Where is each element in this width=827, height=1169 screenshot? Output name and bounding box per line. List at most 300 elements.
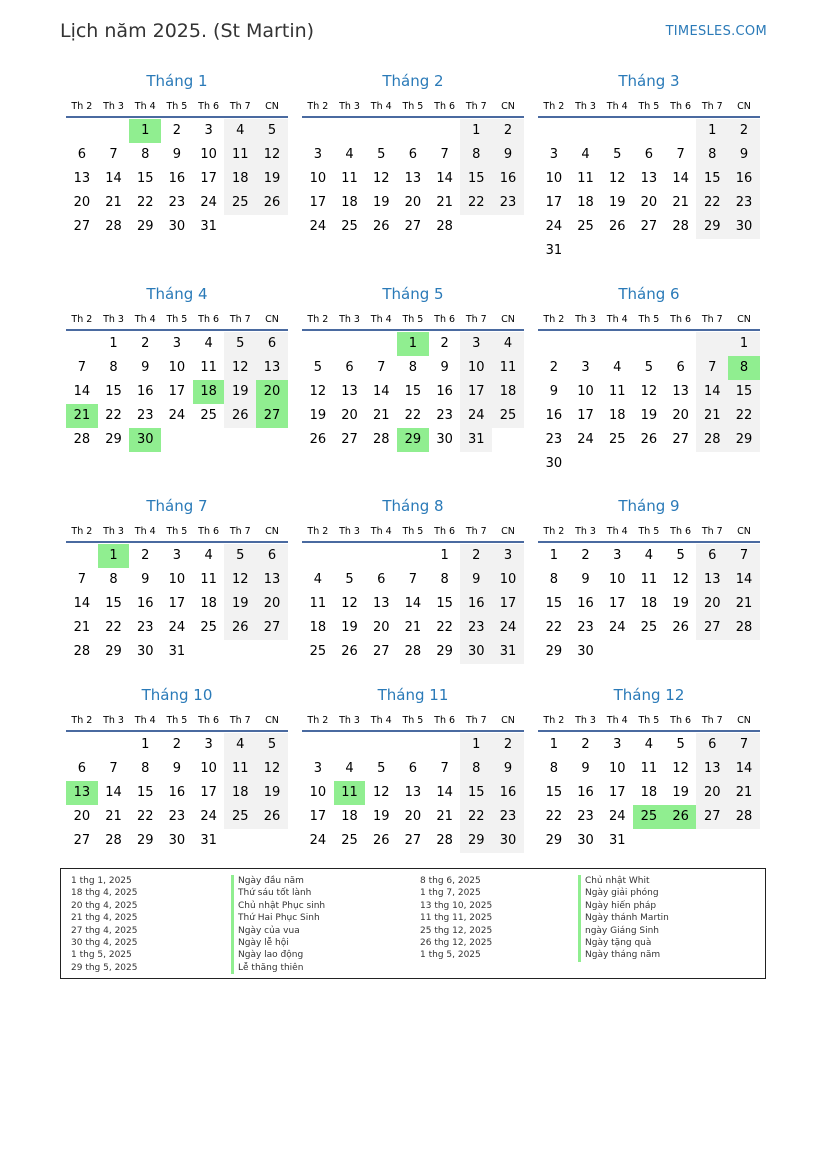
day-cell[interactable]: 11 bbox=[224, 757, 256, 781]
day-cell[interactable]: 27 bbox=[372, 644, 390, 659]
day-cell[interactable]: 2 bbox=[492, 733, 524, 757]
day-cell[interactable]: 31 bbox=[545, 243, 563, 258]
day-cell[interactable]: 16 bbox=[168, 171, 186, 186]
day-cell[interactable]: 1 bbox=[460, 733, 492, 757]
day-cell[interactable]: 25 bbox=[309, 644, 327, 659]
day-cell[interactable]: 24 bbox=[309, 833, 327, 848]
day-cell[interactable]: 5 bbox=[676, 737, 685, 752]
day-cell[interactable]: 10 bbox=[577, 384, 594, 399]
day-cell[interactable]: 25 bbox=[224, 805, 256, 829]
day-cell[interactable]: 3 bbox=[313, 761, 322, 776]
day-cell[interactable]: 27 bbox=[341, 432, 358, 447]
day-cell[interactable]: 7 bbox=[77, 572, 86, 587]
day-cell[interactable]: 25 bbox=[577, 219, 594, 234]
day-cell[interactable]: 11 bbox=[640, 572, 658, 587]
day-cell[interactable]: 24 bbox=[577, 432, 594, 447]
day-cell[interactable]: 15 bbox=[436, 596, 453, 611]
day-cell[interactable]: 5 bbox=[313, 360, 322, 375]
day-cell[interactable]: 30 bbox=[168, 219, 186, 234]
day-cell[interactable]: 14 bbox=[436, 785, 453, 800]
day-cell[interactable]: 22 bbox=[136, 195, 154, 210]
day-cell[interactable]: 22 bbox=[105, 408, 122, 423]
day-cell[interactable]: 23 bbox=[545, 432, 563, 447]
day-cell[interactable]: 6 bbox=[696, 733, 728, 757]
day-cell[interactable]: 11 bbox=[492, 356, 524, 380]
day-cell[interactable]: 13 bbox=[404, 171, 422, 186]
day-cell[interactable]: 1 bbox=[397, 332, 429, 356]
day-cell[interactable]: 6 bbox=[77, 761, 86, 776]
day-cell[interactable]: 8 bbox=[728, 356, 760, 380]
day-cell[interactable]: 12 bbox=[372, 785, 390, 800]
day-cell[interactable]: 29 bbox=[545, 833, 563, 848]
day-cell[interactable]: 19 bbox=[309, 408, 327, 423]
day-cell[interactable]: 21 bbox=[728, 592, 760, 616]
day-cell[interactable]: 25 bbox=[224, 191, 256, 215]
day-cell[interactable]: 23 bbox=[136, 408, 154, 423]
day-cell[interactable]: 26 bbox=[341, 644, 358, 659]
day-cell[interactable]: 25 bbox=[608, 432, 626, 447]
day-cell[interactable]: 19 bbox=[224, 380, 256, 404]
day-cell[interactable]: 4 bbox=[644, 737, 654, 752]
day-cell[interactable]: 12 bbox=[640, 384, 658, 399]
day-cell[interactable]: 14 bbox=[105, 171, 122, 186]
day-cell[interactable]: 4 bbox=[204, 336, 213, 351]
day-cell[interactable]: 6 bbox=[256, 332, 288, 356]
day-cell[interactable]: 17 bbox=[168, 596, 186, 611]
day-cell[interactable]: 1 bbox=[109, 336, 118, 351]
day-cell[interactable]: 8 bbox=[549, 761, 558, 776]
day-cell[interactable]: 6 bbox=[408, 147, 418, 162]
site-logo-text[interactable]: TIMESLES.COM bbox=[665, 24, 767, 39]
day-cell[interactable]: 13 bbox=[73, 171, 91, 186]
day-cell[interactable]: 29 bbox=[136, 219, 154, 234]
day-cell[interactable]: 4 bbox=[581, 147, 590, 162]
day-cell[interactable]: 21 bbox=[436, 809, 453, 824]
day-cell[interactable]: 8 bbox=[460, 757, 492, 781]
day-cell[interactable]: 11 bbox=[200, 360, 217, 375]
day-cell[interactable]: 28 bbox=[672, 219, 689, 234]
day-cell[interactable]: 16 bbox=[577, 785, 594, 800]
day-cell[interactable]: 9 bbox=[440, 360, 449, 375]
day-cell[interactable]: 28 bbox=[728, 805, 760, 829]
day-cell[interactable]: 15 bbox=[696, 167, 728, 191]
day-cell[interactable]: 16 bbox=[545, 408, 563, 423]
day-cell[interactable]: 20 bbox=[672, 408, 689, 423]
day-cell[interactable]: 26 bbox=[665, 805, 697, 829]
day-cell[interactable]: 12 bbox=[372, 171, 390, 186]
day-cell[interactable]: 17 bbox=[168, 384, 186, 399]
day-cell[interactable]: 21 bbox=[105, 809, 122, 824]
day-cell[interactable]: 30 bbox=[129, 428, 161, 452]
day-cell[interactable]: 26 bbox=[672, 620, 689, 635]
day-cell[interactable]: 21 bbox=[73, 620, 91, 635]
day-cell[interactable]: 24 bbox=[545, 219, 563, 234]
day-cell[interactable]: 24 bbox=[200, 809, 217, 824]
day-cell[interactable]: 30 bbox=[492, 829, 524, 853]
day-cell[interactable]: 20 bbox=[256, 592, 288, 616]
day-cell[interactable]: 28 bbox=[73, 432, 91, 447]
day-cell[interactable]: 26 bbox=[372, 219, 390, 234]
day-cell[interactable]: 10 bbox=[168, 572, 186, 587]
day-cell[interactable]: 19 bbox=[640, 408, 658, 423]
day-cell[interactable]: 18 bbox=[492, 380, 524, 404]
day-cell[interactable]: 27 bbox=[640, 219, 658, 234]
day-cell[interactable]: 6 bbox=[345, 360, 354, 375]
day-cell[interactable]: 18 bbox=[640, 785, 658, 800]
day-cell[interactable]: 3 bbox=[581, 360, 590, 375]
day-cell[interactable]: 4 bbox=[345, 147, 354, 162]
day-cell[interactable]: 27 bbox=[73, 219, 91, 234]
day-cell[interactable]: 22 bbox=[696, 191, 728, 215]
day-cell[interactable]: 13 bbox=[696, 757, 728, 781]
day-cell[interactable]: 31 bbox=[200, 219, 217, 234]
day-cell[interactable]: 21 bbox=[696, 404, 728, 428]
day-cell[interactable]: 15 bbox=[105, 596, 122, 611]
day-cell[interactable]: 10 bbox=[608, 761, 626, 776]
day-cell[interactable]: 2 bbox=[440, 336, 449, 351]
day-cell[interactable]: 8 bbox=[696, 143, 728, 167]
day-cell[interactable]: 15 bbox=[105, 384, 122, 399]
day-cell[interactable]: 13 bbox=[404, 785, 422, 800]
day-cell[interactable]: 27 bbox=[404, 833, 422, 848]
day-cell[interactable]: 30 bbox=[545, 456, 563, 471]
day-cell[interactable]: 6 bbox=[408, 761, 418, 776]
day-cell[interactable]: 28 bbox=[436, 833, 453, 848]
day-cell[interactable]: 28 bbox=[404, 644, 422, 659]
day-cell[interactable]: 9 bbox=[581, 572, 590, 587]
day-cell[interactable]: 27 bbox=[73, 833, 91, 848]
day-cell[interactable]: 30 bbox=[436, 432, 453, 447]
day-cell[interactable]: 4 bbox=[224, 119, 256, 143]
day-cell[interactable]: 15 bbox=[545, 596, 563, 611]
day-cell[interactable]: 31 bbox=[608, 833, 626, 848]
day-cell[interactable]: 6 bbox=[377, 572, 386, 587]
day-cell[interactable]: 7 bbox=[728, 544, 760, 568]
day-cell[interactable]: 8 bbox=[549, 572, 558, 587]
day-cell[interactable]: 16 bbox=[136, 384, 154, 399]
day-cell[interactable]: 16 bbox=[168, 785, 186, 800]
day-cell[interactable]: 20 bbox=[640, 195, 658, 210]
day-cell[interactable]: 17 bbox=[200, 785, 217, 800]
day-cell[interactable]: 23 bbox=[577, 620, 594, 635]
day-cell[interactable]: 23 bbox=[460, 616, 492, 640]
day-cell[interactable]: 17 bbox=[200, 171, 217, 186]
day-cell[interactable]: 24 bbox=[168, 408, 186, 423]
day-cell[interactable]: 5 bbox=[345, 572, 354, 587]
day-cell[interactable]: 1 bbox=[549, 737, 558, 752]
day-cell[interactable]: 22 bbox=[545, 620, 563, 635]
day-cell[interactable]: 27 bbox=[696, 805, 728, 829]
day-cell[interactable]: 11 bbox=[309, 596, 327, 611]
day-cell[interactable]: 10 bbox=[200, 761, 217, 776]
day-cell[interactable]: 22 bbox=[404, 408, 422, 423]
day-cell[interactable]: 14 bbox=[73, 384, 91, 399]
day-cell[interactable]: 1 bbox=[728, 332, 760, 356]
day-cell[interactable]: 21 bbox=[105, 195, 122, 210]
day-cell[interactable]: 28 bbox=[105, 833, 122, 848]
day-cell[interactable]: 4 bbox=[613, 360, 622, 375]
day-cell[interactable]: 11 bbox=[334, 781, 366, 805]
day-cell[interactable]: 13 bbox=[640, 171, 658, 186]
day-cell[interactable]: 14 bbox=[404, 596, 422, 611]
day-cell[interactable]: 17 bbox=[608, 596, 626, 611]
day-cell[interactable]: 16 bbox=[492, 781, 524, 805]
day-cell[interactable]: 13 bbox=[256, 568, 288, 592]
day-cell[interactable]: 12 bbox=[341, 596, 358, 611]
day-cell[interactable]: 5 bbox=[256, 119, 288, 143]
day-cell[interactable]: 28 bbox=[728, 616, 760, 640]
day-cell[interactable]: 9 bbox=[460, 568, 492, 592]
day-cell[interactable]: 17 bbox=[492, 592, 524, 616]
day-cell[interactable]: 31 bbox=[460, 428, 492, 452]
day-cell[interactable]: 13 bbox=[696, 568, 728, 592]
day-cell[interactable]: 31 bbox=[200, 833, 217, 848]
day-cell[interactable]: 11 bbox=[224, 143, 256, 167]
day-cell[interactable]: 20 bbox=[404, 195, 422, 210]
day-cell[interactable]: 24 bbox=[309, 219, 327, 234]
day-cell[interactable]: 28 bbox=[696, 428, 728, 452]
day-cell[interactable]: 21 bbox=[672, 195, 689, 210]
day-cell[interactable]: 2 bbox=[581, 737, 590, 752]
day-cell[interactable]: 1 bbox=[460, 119, 492, 143]
day-cell[interactable]: 2 bbox=[460, 544, 492, 568]
day-cell[interactable]: 28 bbox=[105, 219, 122, 234]
day-cell[interactable]: 12 bbox=[256, 757, 288, 781]
day-cell[interactable]: 22 bbox=[136, 809, 154, 824]
day-cell[interactable]: 14 bbox=[372, 384, 390, 399]
day-cell[interactable]: 17 bbox=[309, 809, 327, 824]
day-cell[interactable]: 4 bbox=[204, 548, 213, 563]
day-cell[interactable]: 30 bbox=[577, 833, 594, 848]
day-cell[interactable]: 17 bbox=[460, 380, 492, 404]
day-cell[interactable]: 7 bbox=[440, 147, 449, 162]
day-cell[interactable]: 30 bbox=[168, 833, 186, 848]
day-cell[interactable]: 11 bbox=[608, 384, 626, 399]
day-cell[interactable]: 19 bbox=[672, 596, 689, 611]
day-cell[interactable]: 18 bbox=[309, 620, 327, 635]
day-cell[interactable]: 18 bbox=[577, 195, 594, 210]
day-cell[interactable]: 1 bbox=[696, 119, 728, 143]
day-cell[interactable]: 3 bbox=[172, 336, 182, 351]
day-cell[interactable]: 14 bbox=[73, 596, 91, 611]
day-cell[interactable]: 2 bbox=[141, 548, 150, 563]
day-cell[interactable]: 20 bbox=[696, 781, 728, 805]
day-cell[interactable]: 24 bbox=[608, 809, 626, 824]
day-cell[interactable]: 15 bbox=[136, 171, 154, 186]
day-cell[interactable]: 4 bbox=[345, 761, 354, 776]
day-cell[interactable]: 30 bbox=[577, 644, 594, 659]
day-cell[interactable]: 18 bbox=[193, 380, 225, 404]
day-cell[interactable]: 22 bbox=[460, 805, 492, 829]
day-cell[interactable]: 7 bbox=[728, 733, 760, 757]
day-cell[interactable]: 12 bbox=[672, 572, 689, 587]
day-cell[interactable]: 22 bbox=[545, 809, 563, 824]
day-cell[interactable]: 9 bbox=[492, 143, 524, 167]
day-cell[interactable]: 6 bbox=[77, 147, 86, 162]
day-cell[interactable]: 25 bbox=[200, 408, 217, 423]
day-cell[interactable]: 8 bbox=[440, 572, 449, 587]
day-cell[interactable]: 11 bbox=[200, 572, 217, 587]
day-cell[interactable]: 24 bbox=[200, 195, 217, 210]
day-cell[interactable]: 8 bbox=[109, 572, 118, 587]
day-cell[interactable]: 3 bbox=[613, 548, 622, 563]
day-cell[interactable]: 5 bbox=[224, 332, 256, 356]
day-cell[interactable]: 2 bbox=[492, 119, 524, 143]
day-cell[interactable]: 2 bbox=[549, 360, 558, 375]
day-cell[interactable]: 20 bbox=[372, 620, 390, 635]
day-cell[interactable]: 12 bbox=[608, 171, 626, 186]
day-cell[interactable]: 10 bbox=[608, 572, 626, 587]
day-cell[interactable]: 20 bbox=[696, 592, 728, 616]
day-cell[interactable]: 28 bbox=[436, 219, 453, 234]
day-cell[interactable]: 8 bbox=[141, 147, 150, 162]
day-cell[interactable]: 2 bbox=[581, 548, 590, 563]
day-cell[interactable]: 10 bbox=[492, 568, 524, 592]
day-cell[interactable]: 26 bbox=[256, 191, 288, 215]
day-cell[interactable]: 3 bbox=[172, 548, 182, 563]
day-cell[interactable]: 18 bbox=[341, 809, 358, 824]
day-cell[interactable]: 21 bbox=[66, 404, 98, 428]
day-cell[interactable]: 3 bbox=[204, 123, 213, 138]
day-cell[interactable]: 16 bbox=[136, 596, 154, 611]
day-cell[interactable]: 5 bbox=[644, 360, 654, 375]
day-cell[interactable]: 30 bbox=[136, 644, 154, 659]
day-cell[interactable]: 7 bbox=[696, 356, 728, 380]
day-cell[interactable]: 8 bbox=[109, 360, 118, 375]
day-cell[interactable]: 26 bbox=[224, 404, 256, 428]
day-cell[interactable]: 21 bbox=[372, 408, 390, 423]
day-cell[interactable]: 12 bbox=[224, 356, 256, 380]
day-cell[interactable]: 20 bbox=[256, 380, 288, 404]
day-cell[interactable]: 17 bbox=[608, 785, 626, 800]
day-cell[interactable]: 22 bbox=[436, 620, 453, 635]
day-cell[interactable]: 29 bbox=[136, 833, 154, 848]
day-cell[interactable]: 14 bbox=[105, 785, 122, 800]
day-cell[interactable]: 19 bbox=[372, 809, 390, 824]
day-cell[interactable]: 6 bbox=[696, 544, 728, 568]
day-cell[interactable]: 15 bbox=[460, 781, 492, 805]
day-cell[interactable]: 2 bbox=[728, 119, 760, 143]
day-cell[interactable]: 3 bbox=[549, 147, 558, 162]
day-cell[interactable]: 14 bbox=[696, 380, 728, 404]
day-cell[interactable]: 1 bbox=[129, 119, 161, 143]
day-cell[interactable]: 27 bbox=[256, 616, 288, 640]
day-cell[interactable]: 25 bbox=[200, 620, 217, 635]
day-cell[interactable]: 10 bbox=[200, 147, 217, 162]
day-cell[interactable]: 4 bbox=[492, 332, 524, 356]
day-cell[interactable]: 9 bbox=[581, 761, 590, 776]
day-cell[interactable]: 19 bbox=[672, 785, 689, 800]
day-cell[interactable]: 11 bbox=[640, 761, 658, 776]
day-cell[interactable]: 26 bbox=[256, 805, 288, 829]
day-cell[interactable]: 18 bbox=[341, 195, 358, 210]
day-cell[interactable]: 29 bbox=[397, 428, 429, 452]
day-cell[interactable]: 19 bbox=[224, 592, 256, 616]
day-cell[interactable]: 26 bbox=[640, 432, 658, 447]
day-cell[interactable]: 6 bbox=[256, 544, 288, 568]
day-cell[interactable]: 22 bbox=[105, 620, 122, 635]
day-cell[interactable]: 23 bbox=[168, 809, 186, 824]
day-cell[interactable]: 18 bbox=[200, 596, 217, 611]
day-cell[interactable]: 27 bbox=[256, 404, 288, 428]
day-cell[interactable]: 16 bbox=[728, 167, 760, 191]
day-cell[interactable]: 9 bbox=[141, 360, 150, 375]
day-cell[interactable]: 1 bbox=[549, 548, 558, 563]
day-cell[interactable]: 3 bbox=[492, 544, 524, 568]
day-cell[interactable]: 27 bbox=[696, 616, 728, 640]
day-cell[interactable]: 8 bbox=[408, 360, 418, 375]
day-cell[interactable]: 2 bbox=[172, 123, 182, 138]
day-cell[interactable]: 3 bbox=[613, 737, 622, 752]
day-cell[interactable]: 5 bbox=[377, 761, 386, 776]
day-cell[interactable]: 23 bbox=[492, 191, 524, 215]
day-cell[interactable]: 7 bbox=[408, 572, 418, 587]
day-cell[interactable]: 20 bbox=[73, 809, 91, 824]
day-cell[interactable]: 5 bbox=[224, 544, 256, 568]
day-cell[interactable]: 15 bbox=[460, 167, 492, 191]
day-cell[interactable]: 7 bbox=[676, 147, 685, 162]
day-cell[interactable]: 13 bbox=[256, 356, 288, 380]
day-cell[interactable]: 19 bbox=[341, 620, 358, 635]
day-cell[interactable]: 4 bbox=[644, 548, 654, 563]
day-cell[interactable]: 13 bbox=[372, 596, 390, 611]
day-cell[interactable]: 18 bbox=[640, 596, 658, 611]
day-cell[interactable]: 31 bbox=[492, 640, 524, 664]
day-cell[interactable]: 7 bbox=[377, 360, 386, 375]
day-cell[interactable]: 12 bbox=[224, 568, 256, 592]
day-cell[interactable]: 15 bbox=[728, 380, 760, 404]
day-cell[interactable]: 19 bbox=[372, 195, 390, 210]
day-cell[interactable]: 17 bbox=[577, 408, 594, 423]
day-cell[interactable]: 28 bbox=[372, 432, 390, 447]
day-cell[interactable]: 3 bbox=[313, 147, 322, 162]
day-cell[interactable]: 29 bbox=[105, 432, 122, 447]
day-cell[interactable]: 6 bbox=[676, 360, 685, 375]
day-cell[interactable]: 29 bbox=[728, 428, 760, 452]
day-cell[interactable]: 13 bbox=[66, 781, 98, 805]
day-cell[interactable]: 7 bbox=[109, 761, 118, 776]
day-cell[interactable]: 30 bbox=[460, 640, 492, 664]
day-cell[interactable]: 26 bbox=[224, 616, 256, 640]
day-cell[interactable]: 25 bbox=[640, 620, 658, 635]
day-cell[interactable]: 17 bbox=[545, 195, 563, 210]
day-cell[interactable]: 23 bbox=[436, 408, 453, 423]
day-cell[interactable]: 1 bbox=[141, 737, 150, 752]
day-cell[interactable]: 24 bbox=[492, 616, 524, 640]
day-cell[interactable]: 18 bbox=[224, 781, 256, 805]
day-cell[interactable]: 11 bbox=[577, 171, 594, 186]
day-cell[interactable]: 12 bbox=[256, 143, 288, 167]
day-cell[interactable]: 4 bbox=[313, 572, 322, 587]
day-cell[interactable]: 24 bbox=[460, 404, 492, 428]
day-cell[interactable]: 31 bbox=[168, 644, 186, 659]
day-cell[interactable]: 18 bbox=[608, 408, 626, 423]
day-cell[interactable]: 14 bbox=[672, 171, 689, 186]
day-cell[interactable]: 7 bbox=[109, 147, 118, 162]
day-cell[interactable]: 10 bbox=[545, 171, 563, 186]
day-cell[interactable]: 1 bbox=[98, 544, 130, 568]
day-cell[interactable]: 20 bbox=[404, 809, 422, 824]
day-cell[interactable]: 24 bbox=[168, 620, 186, 635]
day-cell[interactable]: 9 bbox=[141, 572, 150, 587]
day-cell[interactable]: 19 bbox=[608, 195, 626, 210]
day-cell[interactable]: 7 bbox=[440, 761, 449, 776]
day-cell[interactable]: 21 bbox=[404, 620, 422, 635]
day-cell[interactable]: 16 bbox=[460, 592, 492, 616]
day-cell[interactable]: 9 bbox=[549, 384, 558, 399]
day-cell[interactable]: 14 bbox=[436, 171, 453, 186]
day-cell[interactable]: 25 bbox=[341, 219, 358, 234]
